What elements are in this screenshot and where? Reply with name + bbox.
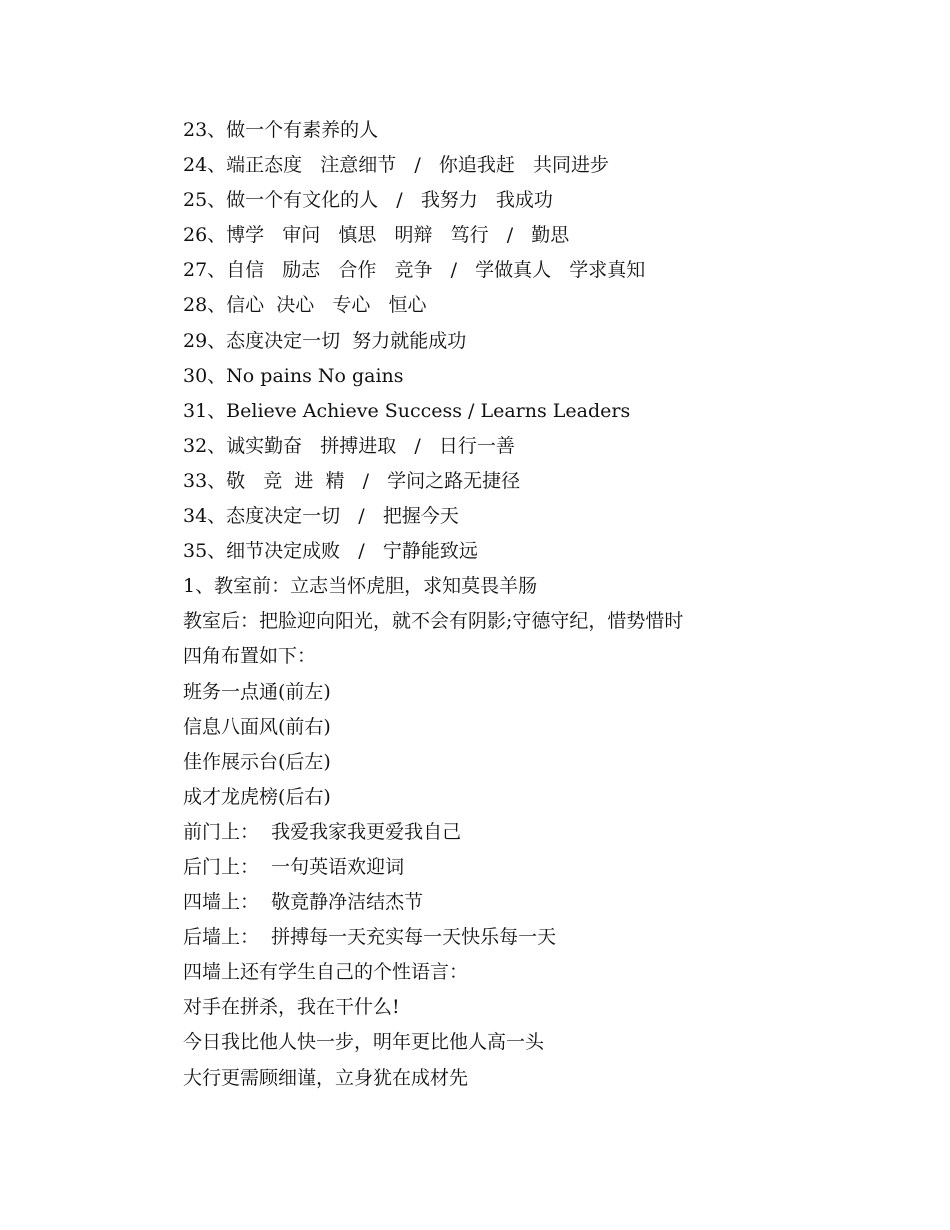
back-door-line: 后门上： 一句英语欢迎词	[183, 855, 405, 878]
corner-item-back-right: 成才龙虎榜(后右)	[183, 785, 331, 808]
slogan-line-34: 34、态度决定一切 / 把握今天	[183, 505, 459, 528]
student-slogan-2: 今日我比他人快一步，明年更比他人高一头	[183, 1031, 545, 1054]
slogan-line-24: 24、端正态度 注意细节 / 你追我赶 共同进步	[183, 154, 610, 177]
slogan-line-32: 32、诚实勤奋 拼搏进取 / 日行一善	[183, 434, 515, 457]
student-slogan-1: 对手在拼杀，我在干什么!	[183, 996, 400, 1019]
back-wall-line: 后墙上： 拼搏每一天充实每一天快乐每一天	[183, 926, 557, 949]
front-door-line: 前门上： 我爱我家我更爱我自己	[183, 820, 462, 843]
slogan-line-33: 33、敬 竞 进 精 / 学问之路无捷径	[183, 469, 521, 492]
document-body	[183, 113, 883, 1096]
slogan-line-30: 30、No pains No gains	[183, 364, 404, 387]
slogan-line-25: 25、做一个有文化的人 / 我努力 我成功	[183, 189, 553, 212]
student-slogans-heading: 四墙上还有学生自己的个性语言：	[183, 961, 469, 984]
slogan-line-29: 29、态度决定一切 努力就能成功	[183, 329, 467, 352]
corner-item-back-left: 佳作展示台(后左)	[183, 750, 331, 773]
corner-item-front-right: 信息八面风(前右)	[183, 715, 331, 738]
classroom-back-line: 教室后：把脸迎向阳光，就不会有阴影;守德守纪，惜势惜时	[183, 610, 684, 633]
classroom-front-line: 1、教室前：立志当怀虎胆，求知莫畏羊肠	[183, 575, 538, 598]
slogan-line-27: 27、自信 励志 合作 竞争 / 学做真人 学求真知	[183, 259, 646, 282]
slogan-line-35: 35、细节决定成败 / 宁静能致远	[183, 540, 478, 563]
four-walls-line: 四墙上： 敬竟静净洁结杰节	[183, 891, 424, 914]
slogan-line-28: 28、信心 决心 专心 恒心	[183, 294, 427, 317]
slogan-line-26: 26、博学 审问 慎思 明辩 笃行 / 勤思	[183, 224, 570, 247]
student-slogan-3: 大行更需顾细谨，立身犹在成材先	[183, 1066, 469, 1089]
corners-heading: 四角布置如下：	[183, 645, 317, 668]
slogan-line-23: 23、做一个有素养的人	[183, 119, 379, 141]
corner-item-front-left: 班务一点通(前左)	[183, 680, 331, 703]
slogan-line-31: 31、Believe Achieve Success / Learns Leaders	[183, 399, 631, 422]
